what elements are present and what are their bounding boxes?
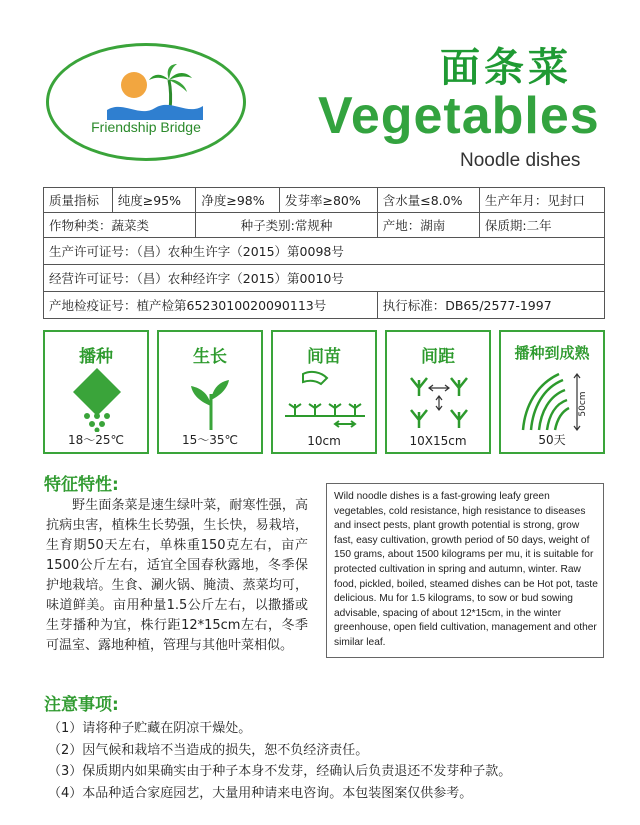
spec-row-quality: [44, 188, 605, 213]
features-title: 特征特性:: [44, 475, 119, 495]
note-item: （4）本品种适合家庭园艺，大量用种请来电咨询。本包装图案仅供参考。: [48, 785, 473, 801]
icon-card-growth: [157, 330, 263, 454]
spec-cell: 生产许可证号：（昌）农种生许字（2015）第0098号: [44, 238, 605, 265]
notes-list: [48, 718, 511, 804]
icon-title: 间距: [421, 347, 455, 367]
note-item: （3）保质期内如果确实由于种子本身不发芽，经确认后负责退还不发芽种子款。: [48, 764, 512, 779]
product-title-en: Vegetables: [318, 87, 600, 145]
notes-title: 注意事项:: [44, 695, 119, 715]
maturity-icon: [509, 366, 597, 432]
spec-cell: 纯度≥95%: [112, 188, 196, 213]
icon-caption: 18～25℃: [67, 433, 125, 447]
icon-title: 间苗: [307, 347, 341, 367]
spec-cell: 保质期:二年: [479, 213, 604, 238]
features-text-cn-body: 野生面条菜是速生绿叶菜，耐寒性强，高抗病虫害，植株生长势强，生长快，易栽培，生育期50天左右，单株重150克左右，亩产1500公斤左右，适宜全国春秋露地，冬季保护地栽培。生食、涮火锅、腌渍、蒸菜均可，味道鲜美。亩用种量1.5公斤左右，以撒播或生芽播种为宜，株行距12*15cm左右，冬季可温室、露地种植，管理与其他叶菜相似。: [46, 498, 308, 653]
wave-icon: [107, 98, 203, 120]
icon-card-sowing: [43, 330, 149, 454]
spec-cell: 作物种类：蔬菜类: [44, 213, 196, 238]
spec-row-production-license: [44, 238, 605, 265]
icon-caption: 10cm: [307, 434, 341, 448]
note-item: （2）因气候和栽培不当造成的损失，恕不负经济责任。: [48, 742, 369, 758]
sun-icon: [121, 72, 147, 98]
icon-caption: 50天: [538, 433, 566, 447]
spacing-icon: [395, 366, 483, 432]
spec-cell: 产地：湖南: [377, 213, 479, 238]
note-item: （1）请将种子贮藏在阴凉干燥处。: [48, 721, 252, 736]
product-title-cn: 面条菜: [440, 45, 572, 91]
icon-caption: 10X15cm: [409, 434, 467, 448]
icon-caption: 15～35℃: [181, 433, 239, 447]
spec-table: [43, 187, 605, 319]
icon-card-maturity: [499, 330, 605, 454]
height-label: 50cm: [578, 391, 588, 417]
spec-row-business-license: [44, 265, 605, 292]
spec-cell: 生产年月：见封口: [479, 188, 604, 213]
icon-title: 播种到成熟: [514, 344, 590, 362]
spec-cell: 含水量≤8.0%: [377, 188, 479, 213]
spec-row-quarantine: [44, 292, 605, 319]
spec-cell: 执行标准：DB65/2577-1997: [377, 292, 604, 319]
thinning-icon: [281, 366, 369, 432]
spec-cell: 发芽率≥80%: [280, 188, 378, 213]
spec-cell: 产地检疫证号：植产检第6523010020090113号: [44, 292, 378, 319]
spec-cell: 经营许可证号：（昌）农种经许字（2015）第0010号: [44, 265, 605, 292]
features-text-en: Wild noodle dishes is a fast-growing leafy green vegetables, cold resistance, high resistance to diseases and insect pests, plant growth potential is strong, grow fast, easy cultivation, growth period of 50 days, weight of 150 grams, about 1500 kilograms per mu, it is suitable for protected cultivation in spring and autumn, winter. Raw food, pickled, boiled, steamed dishes can be Hot pot, taste delicious. Mu for 1.5 kilograms, to sow or bud sowing advisable, spacing of about 12*15cm, in the winter greenhouse, open field cultivation, management and other similar leaf.: [334, 491, 598, 648]
icon-title: 播种: [79, 347, 113, 367]
spec-row-crop: [44, 213, 605, 238]
spec-cell: 种子类别:常规种: [196, 213, 377, 238]
brand-logo: [46, 43, 246, 161]
brand-name: Friendship Bridge: [91, 119, 201, 135]
sprout-icon: [167, 366, 255, 432]
features-text-cn: [46, 496, 308, 656]
icon-card-thinning: [271, 330, 377, 454]
spec-cell: 质量指标: [44, 188, 113, 213]
icon-title: 生长: [193, 347, 227, 367]
seed-sowing-icon: [53, 366, 141, 432]
spec-cell: 净度≥98%: [196, 188, 280, 213]
product-subtitle-en: Noodle dishes: [460, 150, 581, 171]
icon-card-spacing: [385, 330, 491, 454]
growing-guide-icons: [43, 330, 605, 456]
